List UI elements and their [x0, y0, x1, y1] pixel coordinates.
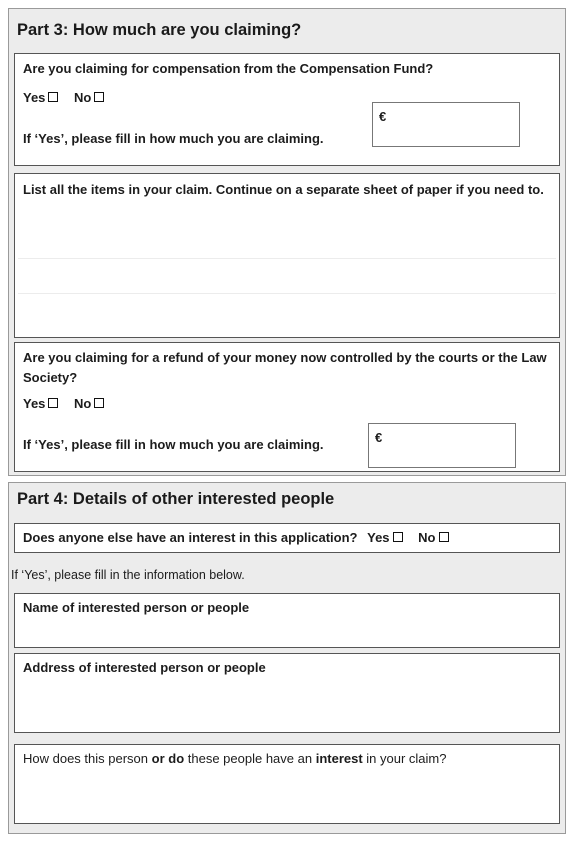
compensation-instruction: If ‘Yes’, please fill in how much you are claiming. — [23, 131, 324, 146]
refund-box — [14, 342, 560, 472]
interest-yes-checkbox[interactable] — [393, 532, 403, 542]
compensation-yes-checkbox[interactable] — [48, 92, 58, 102]
writing-line — [18, 258, 556, 259]
refund-yes-label: Yes — [23, 396, 46, 411]
compensation-yes-no — [23, 90, 104, 105]
euro-symbol: € — [379, 109, 387, 124]
compensation-yes-label: Yes — [23, 90, 46, 105]
interest-no-label: No — [418, 530, 436, 545]
refund-no-label: No — [74, 396, 92, 411]
address-label: Address of interested person or people — [23, 660, 266, 675]
refund-amount-field[interactable] — [368, 423, 516, 468]
claim-items-box[interactable] — [14, 173, 560, 338]
interest-box — [14, 523, 560, 553]
interest-question: Does anyone else have an interest in this application? — [23, 530, 358, 545]
refund-question: Are you claiming for a refund of your money now controlled by the courts or the Law Society? — [23, 350, 547, 385]
name-field[interactable] — [14, 593, 560, 648]
compensation-box — [14, 53, 560, 166]
claim-items-question: List all the items in your claim. Continue on a separate sheet of paper if you need to. — [23, 182, 544, 197]
interest-question-row — [23, 530, 449, 545]
compensation-question: Are you claiming for compensation from the Compensation Fund? — [23, 61, 434, 76]
interest-yes-label: Yes — [367, 530, 390, 545]
interest-no-checkbox[interactable] — [439, 532, 449, 542]
part-4-section — [8, 482, 566, 834]
compensation-no-checkbox[interactable] — [94, 92, 104, 102]
refund-instruction: If ‘Yes’, please fill in how much you are claiming. — [23, 437, 324, 452]
euro-symbol: € — [375, 430, 383, 445]
interest-explanation-question: How does this person or do these people have an interest in your claim? — [23, 751, 447, 766]
part-4-title: Part 4: Details of other interested people — [17, 490, 335, 508]
part-3-section — [8, 8, 566, 476]
compensation-no-label: No — [74, 90, 92, 105]
compensation-amount-field[interactable] — [372, 102, 520, 147]
writing-line — [18, 293, 556, 294]
refund-no-checkbox[interactable] — [94, 398, 104, 408]
interest-explanation-field[interactable] — [14, 744, 560, 824]
address-field[interactable] — [14, 653, 560, 733]
part-3-title: Part 3: How much are you claiming? — [17, 21, 302, 39]
interest-note: If ‘Yes’, please fill in the information below. — [11, 568, 245, 582]
refund-yes-checkbox[interactable] — [48, 398, 58, 408]
refund-yes-no — [23, 396, 104, 411]
name-label: Name of interested person or people — [23, 600, 250, 615]
